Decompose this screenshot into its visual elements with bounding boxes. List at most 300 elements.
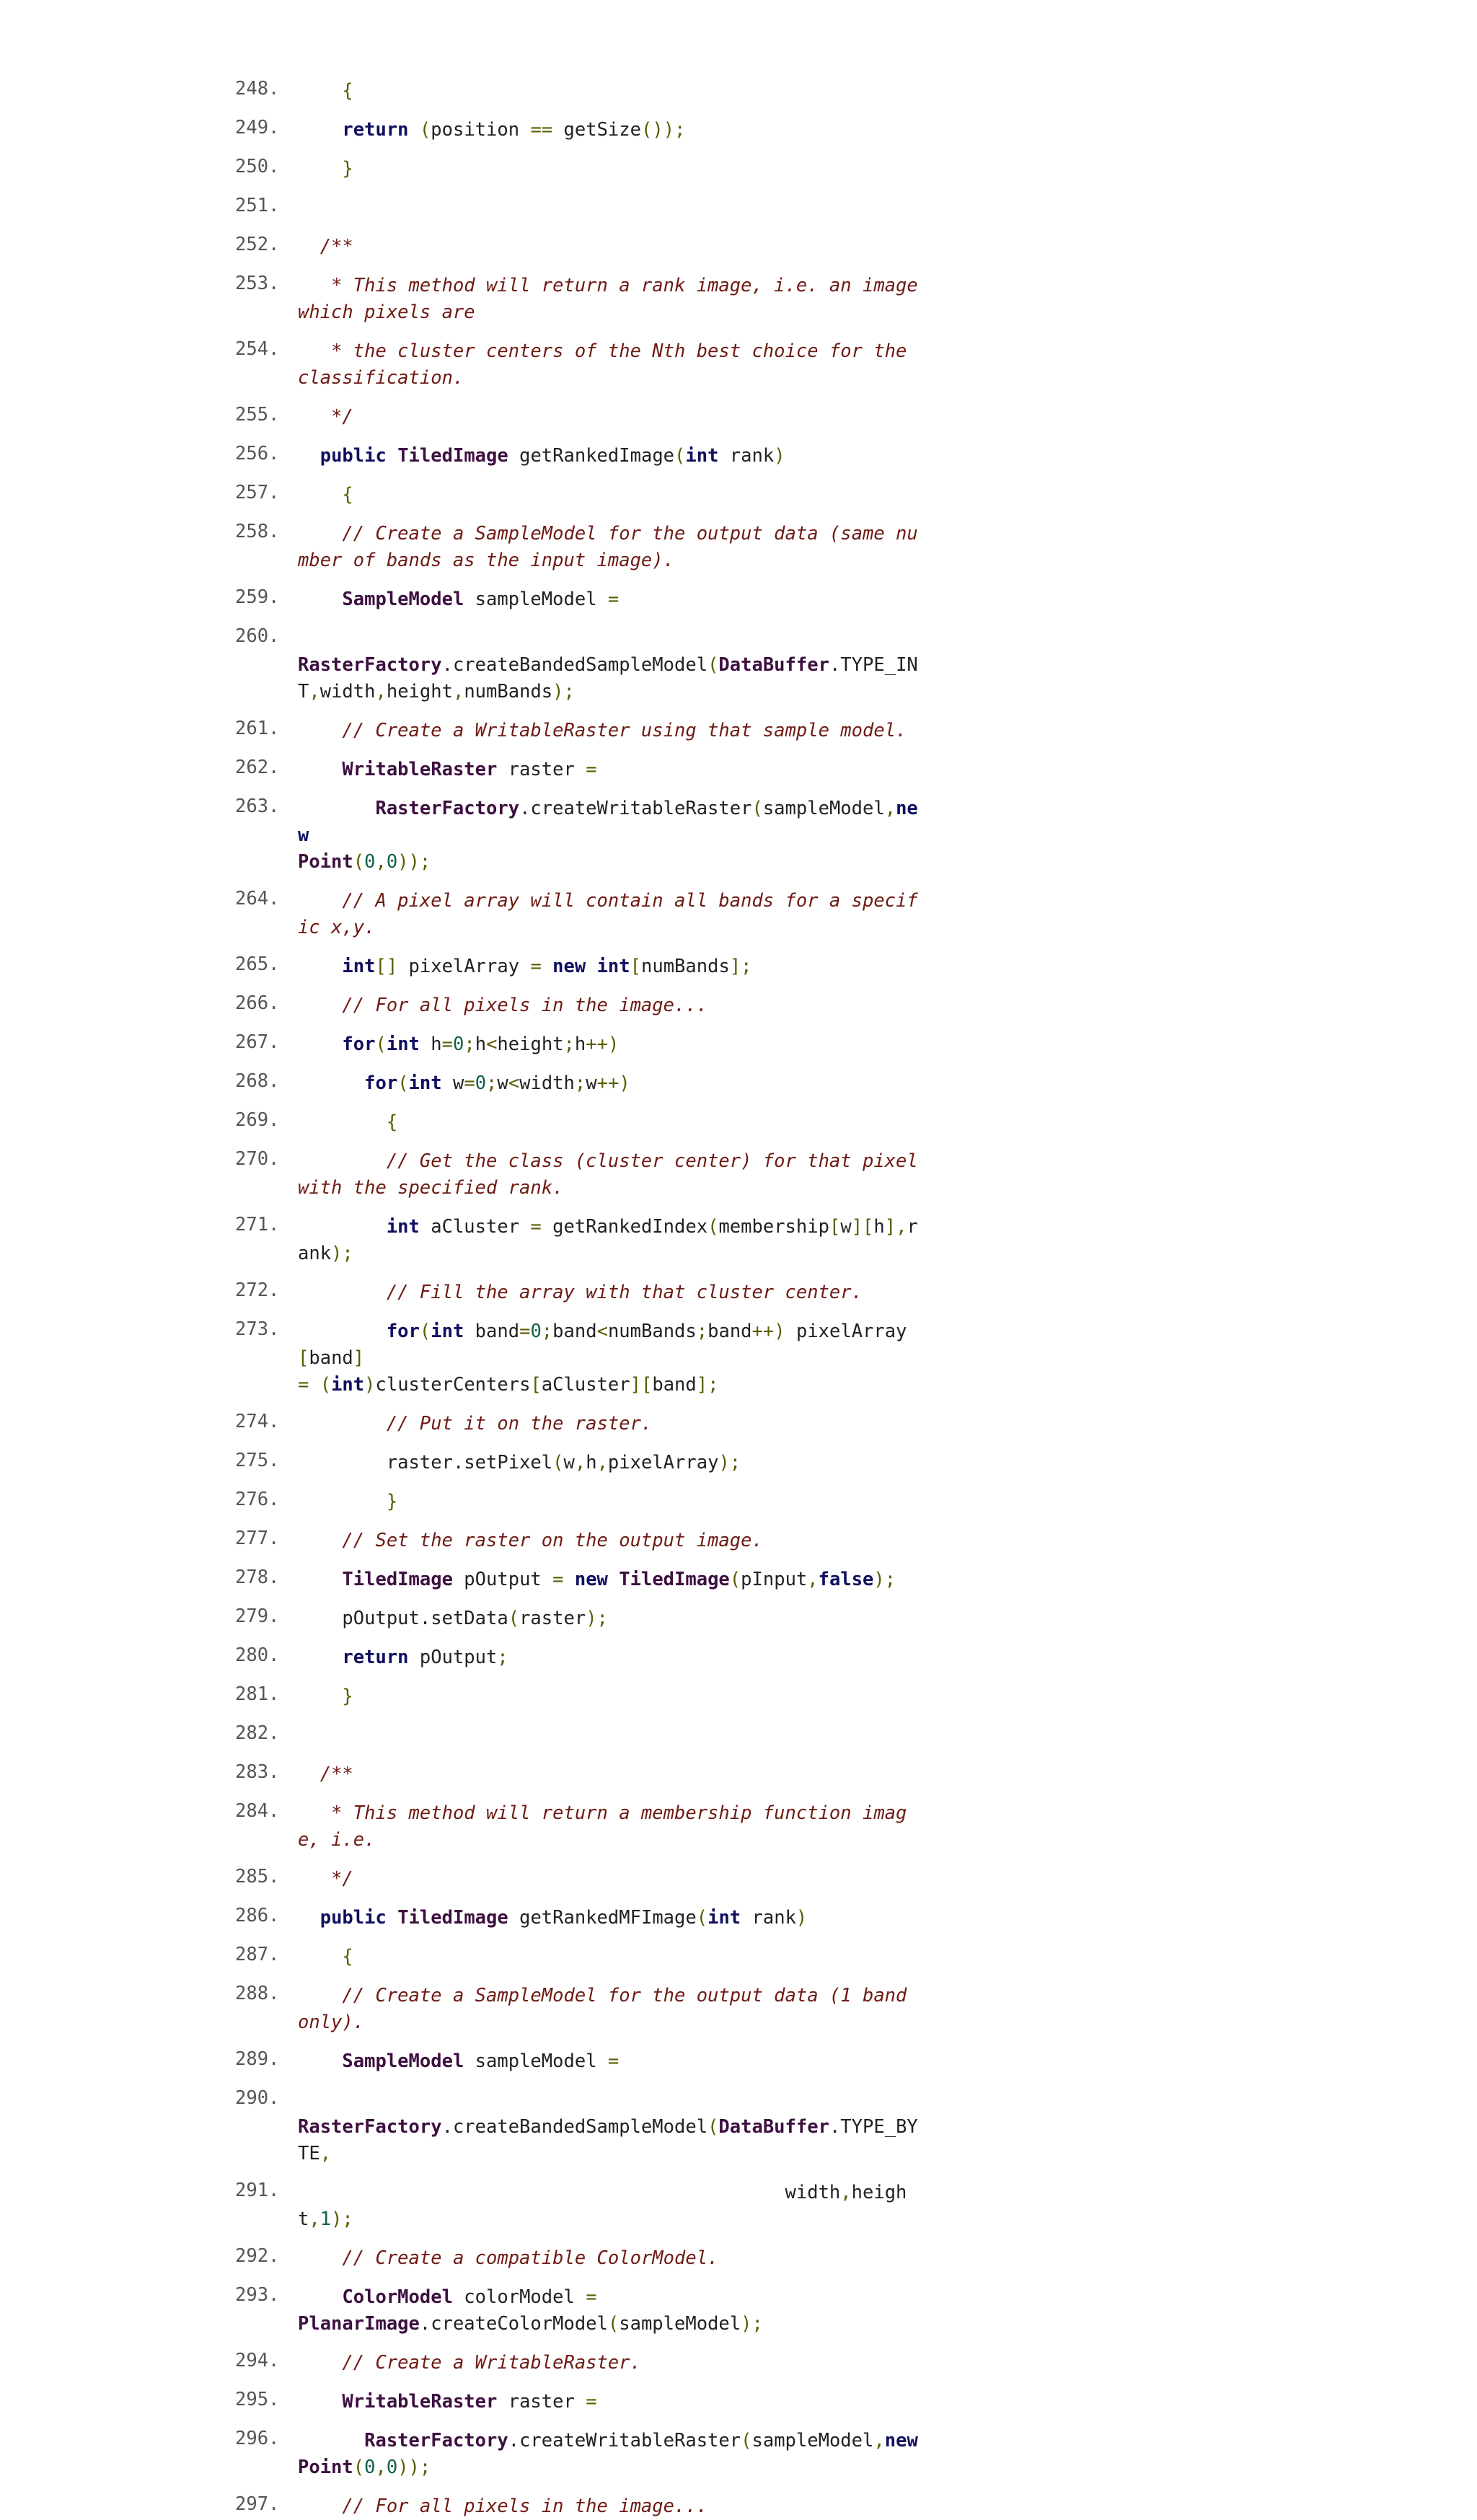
code-token: ],	[884, 1216, 907, 1238]
line-code	[298, 1983, 925, 2036]
code-token: numBands	[641, 956, 730, 977]
code-token: ==	[530, 119, 553, 141]
code-token: ,	[840, 2182, 852, 2203]
line-number: 269.	[235, 1109, 280, 1131]
line-code	[298, 757, 925, 783]
line-code	[298, 2245, 925, 2272]
code-token: ,	[375, 851, 387, 873]
line-number: 277.	[235, 1528, 280, 1549]
line-code	[298, 1683, 925, 1710]
line-code	[298, 1905, 925, 1931]
code-token: }	[298, 1491, 398, 1512]
code-token: (	[707, 1216, 719, 1238]
code-token: * This method will return a membership function image, i.e.	[298, 1802, 907, 1851]
code-token: // Create a WritableRaster.	[298, 2352, 641, 2374]
code-token: numBands	[607, 1321, 697, 1342]
code-token: TiledImage	[397, 1907, 508, 1929]
code-token: getRankedMFImage	[508, 1907, 697, 1929]
code-token: Point	[298, 2457, 353, 2478]
code-token: sampleModel	[762, 798, 885, 819]
code-token: public	[298, 1907, 387, 1929]
code-token: 1	[319, 2208, 332, 2230]
code-token: );	[873, 1569, 896, 1590]
line-code	[298, 1031, 925, 1058]
code-token: (	[319, 1374, 332, 1396]
code-token: (	[741, 2430, 752, 2451]
line-number: 261.	[235, 718, 280, 739]
code-token: aCluster	[419, 1216, 531, 1238]
line-number: 278.	[235, 1567, 280, 1588]
code-token: ));	[397, 851, 431, 873]
code-token: ,	[319, 2143, 332, 2164]
code-token: [	[829, 1216, 841, 1238]
line-number: 287.	[235, 1944, 280, 1965]
code-token: {	[298, 1946, 353, 1968]
line-number: 259.	[235, 586, 280, 608]
code-token: RasterFactory	[298, 2430, 508, 2451]
code-token: h	[873, 1216, 885, 1238]
code-token: }	[298, 1686, 353, 1707]
code-token: membership	[718, 1216, 829, 1238]
line-number: 254.	[235, 338, 280, 360]
code-token: ColorModel	[298, 2286, 453, 2308]
code-token: raster.setPixel	[298, 1452, 553, 1473]
line-number: 273.	[235, 1318, 280, 1340]
code-token: getRankedImage	[508, 445, 675, 467]
line-number: 294.	[235, 2350, 280, 2371]
code-token: TiledImage	[619, 1569, 730, 1590]
code-token: height	[386, 681, 453, 702]
code-token: */	[298, 406, 353, 428]
code-token: .createBandedSampleModel	[441, 654, 708, 676]
line-code	[298, 1761, 925, 1788]
line-number: 293.	[235, 2284, 280, 2306]
code-token: for	[298, 1072, 398, 1094]
code-token: // Create a WritableRaster using that sample model.	[298, 720, 907, 741]
code-token: w	[441, 1072, 464, 1094]
code-token: .TYPE_INT	[298, 654, 918, 702]
code-token: getRankedIndex	[541, 1216, 708, 1238]
code-token: ;	[563, 1034, 575, 1055]
code-token: band	[309, 1347, 353, 1369]
code-token: 0	[364, 851, 376, 873]
line-code	[298, 404, 925, 431]
line-code	[298, 156, 925, 182]
line-code	[298, 992, 925, 1019]
code-token: );	[586, 1608, 608, 1629]
code-token: );	[552, 681, 575, 702]
code-token: int	[596, 956, 630, 977]
line-code	[298, 2493, 925, 2520]
code-token: // A pixel array will contain all bands for a specific x,y.	[298, 890, 918, 938]
line-number: 291.	[235, 2180, 280, 2201]
line-number: 270.	[235, 1148, 280, 1170]
code-token: sampleModel	[464, 2050, 608, 2072]
code-token: w	[563, 1452, 575, 1473]
code-token	[387, 1907, 397, 1929]
code-token: ;	[541, 1321, 553, 1342]
code-token: ,	[309, 2208, 320, 2230]
line-code	[298, 1489, 925, 1515]
code-token: ,	[807, 1569, 819, 1590]
code-token: sampleModel	[619, 2313, 741, 2335]
line-number: 253.	[235, 273, 280, 294]
code-token: ());	[640, 119, 686, 141]
code-token: w	[497, 1072, 508, 1094]
code-token: int	[386, 1034, 420, 1055]
line-number: 290.	[235, 2087, 280, 2109]
line-number: 266.	[235, 992, 280, 1014]
line-code	[298, 117, 925, 144]
code-token: (	[375, 1034, 387, 1055]
line-number: 271.	[235, 1214, 280, 1235]
code-token: ,	[574, 1452, 586, 1473]
line-number: 281.	[235, 1683, 280, 1705]
code-token: 0	[364, 2457, 376, 2478]
code-token: // Create a compatible ColorModel.	[298, 2247, 719, 2269]
line-number: 250.	[235, 156, 280, 177]
line-number: 283.	[235, 1761, 280, 1783]
line-number: 267.	[235, 1031, 280, 1053]
line-number: 268.	[235, 1070, 280, 1092]
code-token	[387, 445, 397, 467]
code-token: ]	[353, 1347, 365, 1369]
code-token: new	[552, 956, 586, 977]
line-code	[298, 625, 925, 705]
code-token: ++)	[596, 1072, 630, 1094]
code-token: width	[519, 1072, 575, 1094]
line-code	[298, 482, 925, 508]
line-number: 286.	[235, 1905, 280, 1926]
code-token: // Create a SampleModel for the output data (same number of bands as the input image).	[298, 523, 918, 571]
line-number: 292.	[235, 2245, 280, 2267]
line-code	[298, 888, 925, 941]
code-token	[409, 119, 420, 141]
code-token: // For all pixels in the image...	[298, 995, 708, 1016]
code-token: ][	[851, 1216, 874, 1238]
code-token: rank	[298, 1216, 918, 1264]
line-code	[298, 2284, 925, 2338]
line-code	[298, 2428, 925, 2481]
line-code	[298, 1567, 925, 1593]
code-token: numBands	[464, 681, 553, 702]
line-number: 296.	[235, 2428, 280, 2449]
code-token: // Fill the array with that cluster center.	[298, 1282, 863, 1303]
code-token: int	[408, 1072, 442, 1094]
line-code	[298, 1109, 925, 1136]
code-token: DataBuffer	[718, 2116, 829, 2138]
code-token: (	[397, 1072, 409, 1094]
code-token: ;	[696, 1321, 708, 1342]
code-token: (	[707, 654, 719, 676]
code-token: h	[475, 1034, 487, 1055]
code-token: ,	[375, 2457, 387, 2478]
code-token: (	[419, 119, 431, 141]
code-token: (	[607, 2313, 620, 2335]
code-token: band	[652, 1374, 697, 1396]
code-token: <	[486, 1034, 498, 1055]
code-token: pOutput	[452, 1569, 553, 1590]
code-token: height	[298, 2182, 907, 2230]
code-token: ];	[696, 1374, 719, 1396]
code-token: raster	[497, 2391, 586, 2413]
line-number: 279.	[235, 1605, 280, 1627]
line-code	[298, 796, 925, 876]
line-number: 248.	[235, 78, 280, 100]
code-token: =	[441, 1034, 453, 1055]
code-token: {	[298, 484, 353, 506]
code-token: .createBandedSampleModel	[441, 2116, 708, 2138]
line-code	[298, 338, 925, 392]
code-token: .createWritableRaster	[508, 2430, 741, 2451]
code-token: )	[795, 1907, 808, 1929]
code-token: );	[331, 2208, 353, 2230]
code-token: colorModel	[452, 2286, 586, 2308]
code-token: .createColorModel	[419, 2313, 608, 2335]
line-number: 280.	[235, 1644, 280, 1666]
code-token: rank	[741, 1907, 796, 1929]
code-token: ];	[729, 956, 752, 977]
code-token: for	[298, 1034, 376, 1055]
code-token: Point	[298, 851, 353, 873]
code-token: ;	[464, 1034, 475, 1055]
line-number: 252.	[235, 234, 280, 255]
code-token: getSize	[552, 119, 641, 141]
line-code	[298, 953, 925, 980]
code-token: int	[298, 956, 376, 977]
line-code	[298, 1450, 925, 1476]
line-number: 288.	[235, 1983, 280, 2004]
line-number: 285.	[235, 1866, 280, 1887]
code-token: ;	[486, 1072, 498, 1094]
code-token: .TYPE_BYTE	[298, 2116, 918, 2164]
code-token: pixelArray	[785, 1321, 907, 1342]
code-token: public	[298, 445, 387, 467]
code-token: ,	[452, 681, 464, 702]
line-code	[298, 1944, 925, 1970]
code-token: =	[519, 1321, 531, 1342]
code-token: band	[707, 1321, 752, 1342]
line-number: 295.	[235, 2389, 280, 2410]
line-number: 274.	[235, 1411, 280, 1432]
line-number: 282.	[235, 1722, 280, 1744]
code-token: * the cluster centers of the Nth best choice for the classification.	[298, 340, 918, 389]
code-token: DataBuffer	[718, 654, 829, 676]
code-token: (	[707, 2116, 719, 2138]
line-code	[298, 273, 930, 326]
line-code	[298, 2087, 925, 2167]
code-token: int	[707, 1907, 741, 1929]
line-code	[298, 234, 925, 260]
code-token: position	[431, 119, 531, 141]
code-token: 0	[386, 2457, 398, 2478]
code-token: (	[696, 1907, 708, 1929]
code-token	[586, 956, 596, 977]
code-token: pOutput	[408, 1647, 498, 1668]
line-code	[298, 718, 925, 744]
code-token: [	[298, 1347, 309, 1369]
code-token: =	[552, 1569, 564, 1590]
code-token	[542, 956, 552, 977]
line-number: 257.	[235, 482, 280, 503]
line-number: 297.	[235, 2493, 280, 2515]
line-code	[298, 586, 925, 613]
line-code	[298, 2180, 925, 2233]
code-token: ;	[497, 1647, 508, 1668]
code-token: /**	[298, 236, 353, 257]
code-token: ,	[375, 681, 387, 702]
code-token: 0	[386, 851, 398, 873]
code-token: int	[431, 1321, 464, 1342]
line-number: 284.	[235, 1800, 280, 1822]
line-number: 260.	[235, 625, 280, 647]
code-token: }	[298, 158, 353, 180]
code-token: );	[741, 2313, 763, 2335]
code-token: [	[530, 1374, 542, 1396]
code-token: width	[319, 681, 376, 702]
code-token	[608, 1569, 619, 1590]
code-token: pixelArray	[397, 956, 531, 977]
code-token: // Create a SampleModel for the output data (1 band only).	[298, 1985, 918, 2033]
code-token: clusterCenters	[375, 1374, 531, 1396]
code-token: <	[508, 1072, 520, 1094]
code-token: 0	[475, 1072, 487, 1094]
code-token: ,	[309, 681, 320, 702]
code-token: w	[586, 1072, 597, 1094]
code-token: ,	[884, 798, 896, 819]
code-token: {	[298, 1111, 398, 1133]
line-number: 276.	[235, 1489, 280, 1510]
code-token: int	[298, 1216, 420, 1238]
line-code	[298, 1411, 925, 1437]
code-token: int	[685, 445, 719, 467]
code-token: sampleModel	[464, 589, 608, 610]
code-token: []	[375, 956, 398, 977]
code-token: pInput	[741, 1569, 808, 1590]
code-token: int	[331, 1374, 365, 1396]
code-token: new	[574, 1569, 608, 1590]
code-token: =	[607, 589, 620, 610]
code-token: ++)	[751, 1321, 785, 1342]
line-code	[298, 443, 925, 470]
code-token: SampleModel	[298, 589, 464, 610]
code-token: );	[331, 1243, 353, 1264]
line-code	[298, 2048, 925, 2075]
code-token: =	[607, 2050, 620, 2072]
line-number: 263.	[235, 796, 280, 817]
line-code	[298, 1605, 925, 1632]
code-token: (	[751, 798, 763, 819]
code-token: =	[530, 1216, 542, 1238]
line-code	[298, 1070, 925, 1097]
code-token: (	[353, 851, 365, 873]
line-code	[298, 1279, 925, 1306]
code-token: pixelArray	[607, 1452, 719, 1473]
code-token: height	[497, 1034, 564, 1055]
code-token: =	[586, 2391, 597, 2413]
code-token: )	[364, 1374, 376, 1396]
code-token: ));	[397, 2457, 431, 2478]
code-token: RasterFactory	[298, 2116, 442, 2138]
line-code	[298, 1800, 925, 1854]
line-code	[298, 521, 925, 574]
code-token: h	[586, 1452, 597, 1473]
code-token: )	[774, 445, 785, 467]
line-number: 256.	[235, 443, 280, 464]
code-token: (	[508, 1608, 520, 1629]
code-token: =	[464, 1072, 475, 1094]
code-token: ][	[630, 1374, 653, 1396]
code-token: raster	[519, 1608, 586, 1629]
code-token: w	[840, 1216, 852, 1238]
code-token: width	[298, 2182, 841, 2203]
line-code	[298, 2389, 925, 2415]
code-token: <	[596, 1321, 608, 1342]
code-token: false	[818, 1569, 874, 1590]
code-token: RasterFactory	[298, 654, 442, 676]
code-token: WritableRaster	[298, 759, 498, 780]
code-token: RasterFactory	[298, 798, 520, 819]
line-number: 272.	[235, 1279, 280, 1301]
line-code	[298, 1866, 925, 1893]
code-token: (	[729, 1569, 741, 1590]
code-token: {	[298, 80, 353, 102]
code-token: raster	[497, 759, 586, 780]
code-token: (	[674, 445, 686, 467]
line-number: 262.	[235, 757, 280, 778]
line-code	[298, 1318, 925, 1398]
code-token: PlanarImage	[298, 2313, 420, 2335]
code-token: band	[464, 1321, 520, 1342]
code-token: for	[298, 1321, 420, 1342]
code-token: return	[298, 1647, 409, 1668]
code-token: band	[552, 1321, 597, 1342]
code-token: return	[298, 119, 409, 141]
line-code	[298, 1214, 925, 1267]
code-token: ;	[574, 1072, 586, 1094]
code-token: h	[419, 1034, 442, 1055]
code-token: new	[298, 798, 918, 846]
code-token: rank	[718, 445, 775, 467]
code-token: // Put it on the raster.	[298, 1413, 653, 1435]
line-number: 251.	[235, 195, 280, 216]
line-number: 264.	[235, 888, 280, 909]
code-token: SampleModel	[298, 2050, 464, 2072]
code-token: * This method will return a rank image, i.e. an image which pixels are	[298, 275, 930, 323]
code-token: pOutput.setData	[298, 1608, 508, 1629]
code-token: 0	[452, 1034, 464, 1055]
code-token: =	[298, 1374, 309, 1396]
code-token: (	[353, 2457, 365, 2478]
code-token: /**	[298, 1763, 353, 1785]
code-token: .createWritableRaster	[519, 798, 752, 819]
code-token: =	[586, 2286, 597, 2308]
code-token: (	[552, 1452, 564, 1473]
line-code	[298, 78, 925, 105]
line-code	[298, 1644, 925, 1671]
code-token: ,	[596, 1452, 608, 1473]
code-token	[309, 1374, 319, 1396]
code-token: // Set the raster on the output image.	[298, 1530, 763, 1551]
code-token: [	[630, 956, 641, 977]
code-token: // For all pixels in the image...	[298, 2495, 708, 2517]
line-number: 255.	[235, 404, 280, 426]
code-token: TiledImage	[298, 1569, 453, 1590]
code-token: =	[586, 759, 597, 780]
code-token: // Get the class (cluster center) for that pixel with the specified rank.	[298, 1150, 930, 1199]
line-number: 275.	[235, 1450, 280, 1471]
line-number: 289.	[235, 2048, 280, 2070]
